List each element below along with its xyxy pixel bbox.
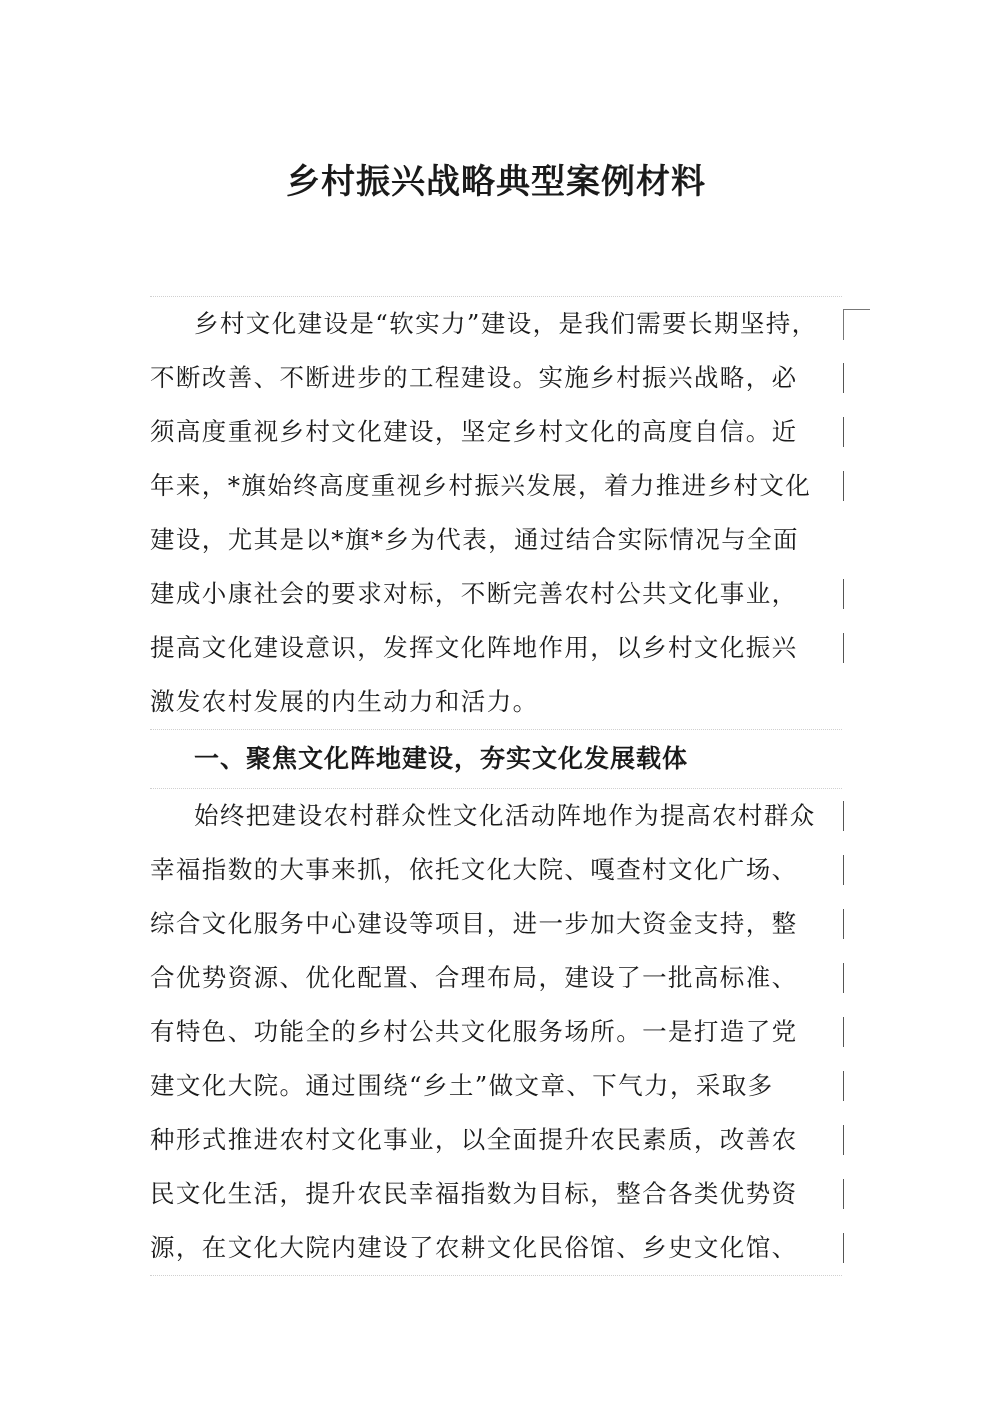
margin-edge-mark xyxy=(843,909,844,939)
paragraph-line: 提高文化建设意识，发挥文化阵地作用，以乡村文化振兴 xyxy=(150,621,842,675)
paragraph-line: 激发农村发展的内生动力和活力。 xyxy=(150,687,539,716)
margin-edge-mark xyxy=(843,963,844,993)
document-title: 乡村振兴战略典型案例材料 xyxy=(286,162,706,202)
paragraph-line: 幸福指数的大事来抓，依托文化大院、嘎查村文化广场、 xyxy=(150,843,842,897)
margin-edge-mark xyxy=(843,417,844,447)
margin-edge-mark xyxy=(843,471,844,501)
margin-edge-mark xyxy=(843,1125,844,1155)
margin-edge-mark xyxy=(843,801,844,831)
document-body xyxy=(150,296,842,1276)
paragraph-line: 须高度重视乡村文化建设，坚定乡村文化的高度自信。近 xyxy=(150,405,842,459)
margin-edge-mark xyxy=(843,1233,844,1263)
section-heading: 一、聚焦文化阵地建设，夯实文化发展载体 xyxy=(194,744,689,773)
margin-edge-mark xyxy=(843,1071,844,1101)
paragraph-line: 建文化大院。通过围绕“乡土”做文章、下气力，采取多 xyxy=(150,1059,842,1113)
margin-corner-mark xyxy=(843,309,870,340)
paragraph-line: 年来，*旗始终高度重视乡村振兴发展，着力推进乡村文化 xyxy=(150,459,842,513)
margin-edge-mark xyxy=(843,363,844,393)
paragraph-line: 建成小康社会的要求对标，不断完善农村公共文化事业， xyxy=(150,567,842,621)
margin-edge-mark xyxy=(843,855,844,885)
margin-edge-mark xyxy=(843,1179,844,1209)
section1-paragraph xyxy=(150,788,842,1276)
paragraph-line: 始终把建设农村群众性文化活动阵地作为提高农村群众 xyxy=(150,789,842,843)
paragraph-line: 建设，尤其是以*旗*乡为代表，通过结合实际情况与全面 xyxy=(150,525,799,554)
intro-paragraph xyxy=(150,296,842,730)
paragraph-line: 有特色、功能全的乡村公共文化服务场所。一是打造了党 xyxy=(150,1005,842,1059)
margin-edge-mark xyxy=(843,633,844,663)
paragraph-line: 不断改善、不断进步的工程建设。实施乡村振兴战略，必 xyxy=(150,351,842,405)
margin-edge-mark xyxy=(843,1017,844,1047)
paragraph-line: 种形式推进农村文化事业，以全面提升农民素质，改善农 xyxy=(150,1113,842,1167)
paragraph-line: 合优势资源、优化配置、合理布局，建设了一批高标准、 xyxy=(150,951,842,1005)
paragraph-line: 民文化生活，提升农民幸福指数为目标，整合各类优势资 xyxy=(150,1167,842,1221)
paragraph-line: 源，在文化大院内建设了农耕文化民俗馆、乡史文化馆、 xyxy=(150,1221,842,1275)
paragraph-line: 乡村文化建设是“软实力”建设，是我们需要长期坚持， xyxy=(150,297,842,351)
margin-edge-mark xyxy=(843,579,844,609)
paragraph-line: 综合文化服务中心建设等项目，进一步加大资金支持，整 xyxy=(150,897,842,951)
